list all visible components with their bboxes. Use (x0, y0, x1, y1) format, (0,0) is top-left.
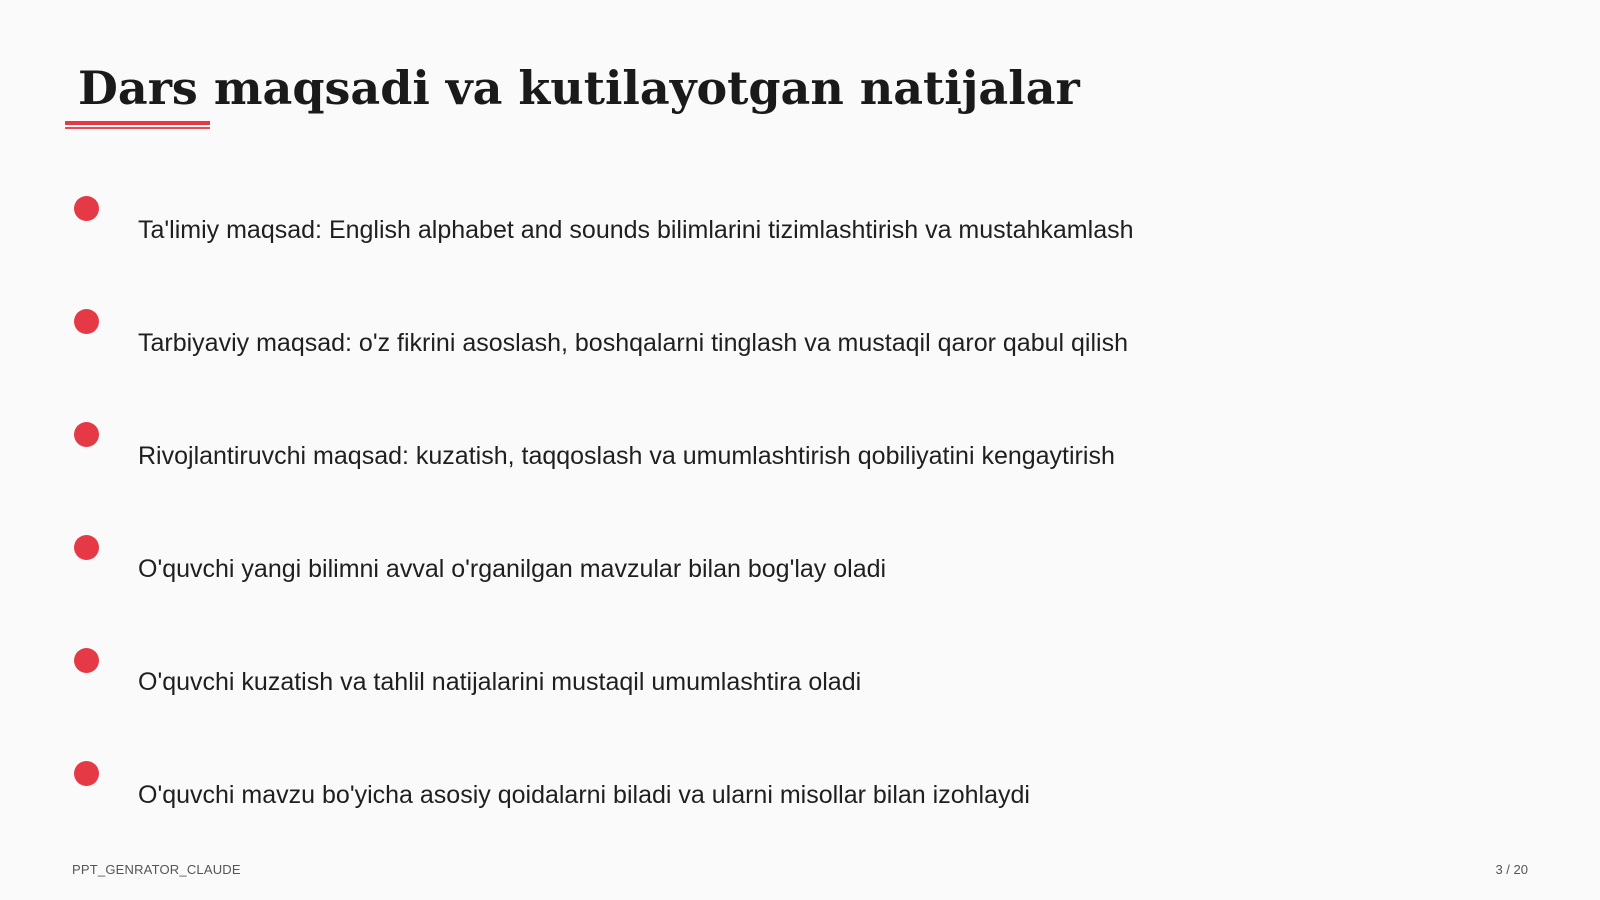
list-item-text: Ta'limiy maqsad: English alphabet and sounds bilimlarini tizimlashtirish va mustahkamlash (138, 216, 1134, 244)
bullet-dot-icon (74, 196, 99, 221)
list-item (0, 196, 1500, 256)
bullet-dot-icon (74, 422, 99, 447)
title-underline (65, 121, 210, 125)
page-indicator: 3 / 20 (1495, 862, 1528, 877)
list-item-text: Rivojlantiruvchi maqsad: kuzatish, taqqoslash va umumlashtirish qobiliyatini kengaytirish (138, 442, 1115, 470)
bullet-dot-icon (74, 648, 99, 673)
list-item (0, 309, 1500, 369)
bullet-dot-icon (74, 535, 99, 560)
bullet-dot-icon (74, 761, 99, 786)
list-item (0, 648, 1500, 708)
bullet-dot-icon (74, 309, 99, 334)
list-item (0, 535, 1500, 595)
footer-source: PPT_GENRATOR_CLAUDE (72, 862, 241, 877)
list-item (0, 761, 1500, 821)
list-item-text: O'quvchi mavzu bo'yicha asosiy qoidalarni biladi va ularni misollar bilan izohlaydi (138, 781, 1030, 809)
list-item-text: O'quvchi kuzatish va tahlil natijalarini mustaqil umumlashtira oladi (138, 668, 862, 696)
list-item (0, 422, 1500, 482)
slide-title: Dars maqsadi va kutilayotgan natijalar (78, 61, 1080, 115)
list-item-text: O'quvchi yangi bilimni avval o'rganilgan mavzular bilan bog'lay oladi (138, 555, 887, 583)
title-underline-accent (65, 127, 210, 129)
list-item-text: Tarbiyaviy maqsad: o'z fikrini asoslash, boshqalarni tinglash va mustaqil qaror qabul qilish (138, 329, 1128, 357)
